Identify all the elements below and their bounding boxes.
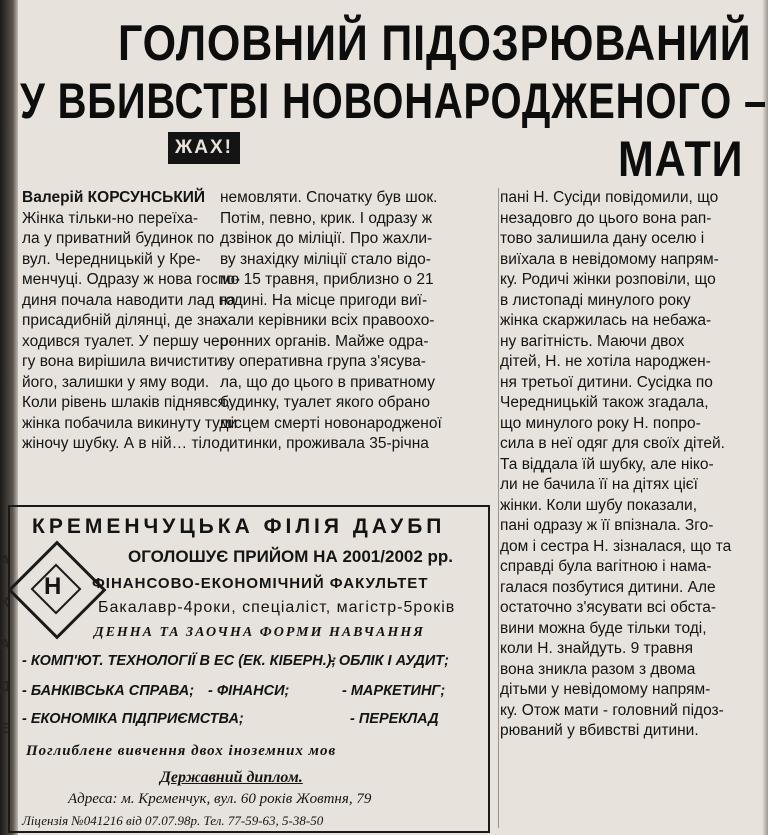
- article-line: Та віддала їй шубку, але ніко-: [500, 455, 714, 473]
- article-line: сила в неї одяг для своїх дітей.: [500, 435, 725, 452]
- ad-specialty: - ЕКОНОМІКА ПІДПРИЄМСТВА;: [22, 711, 244, 727]
- article-column-3: [500, 188, 756, 742]
- side-letter: Е: [0, 720, 10, 737]
- ad-study-forms: ДЕННА ТА ЗАОЧНА ФОРМИ НАВЧАННЯ: [94, 625, 425, 640]
- ad-diploma: Державний диплом.: [160, 769, 303, 786]
- article-line: жінка скаржилась на небажа-: [500, 312, 712, 329]
- article-line: будинку, туалет якого обрано: [220, 394, 430, 411]
- article-line: ла, що до цього в приватному: [220, 373, 435, 391]
- ad-license-phone: Ліцензія №041216 від 07.07.98р. Тел. 77-59-63, 5-38-50: [22, 813, 324, 828]
- ad-address: Адреса: м. Кременчук, вул. 60 років Жовтня, 79: [68, 791, 372, 807]
- article-line: пані Н. Сусіди повідомили, що: [500, 189, 719, 206]
- column-1-text: [22, 209, 241, 455]
- article-line: мо 15 травня, приблизно о 21: [220, 271, 434, 288]
- article-line: дом і сестра Н. зізналася, що та: [500, 537, 732, 555]
- rubric-badge: ЖАХ!: [168, 132, 240, 164]
- article-line: ку. Родичі жінки розповіли, що: [500, 271, 716, 288]
- article-author: Валерій КОРСУНСЬКИЙ: [22, 189, 206, 206]
- article-line: годині. На місце пригоди виї-: [220, 291, 428, 309]
- side-letter: А: [0, 636, 11, 653]
- article-line: дзвінок до міліції. Про жахли-: [220, 230, 433, 247]
- article-line: незадовго до цього вона рап-: [500, 209, 712, 227]
- article-line: що минулого року Н. попро-: [500, 414, 701, 432]
- article-line: рюваний у вбивстві дитини.: [500, 722, 699, 739]
- article-line: його, залишки у яму води.: [22, 373, 210, 391]
- article-line: ла у приватний будинок по: [22, 230, 215, 247]
- headline-line-2: У ВБИВСТВІ НОВОНАРОДЖЕНОГО –: [20, 73, 768, 129]
- article-line: виїхала в невідомому напрям-: [500, 250, 719, 268]
- article-line: вона зникла разом з двома: [500, 660, 696, 678]
- article-column-1: [22, 188, 241, 455]
- article-line: місцем смерті новонародженої: [220, 414, 442, 432]
- article-line: ня третьої дитини. Сусідка по: [500, 373, 713, 391]
- article-line: галася позбутися дитини. Але: [500, 578, 716, 596]
- article-line: в листопаді минулого року: [500, 291, 691, 309]
- article-line: хали керівники всіх правоохо-: [220, 312, 435, 329]
- article-line: ли не бачила її на дітях цієї: [500, 476, 698, 493]
- article-line: вул. Чередницькій у Кре-: [22, 250, 201, 268]
- article-line: остаточно з'ясувати всі обста-: [500, 599, 717, 616]
- article-line: дитинки, проживала 35-річна: [220, 435, 429, 452]
- article-line: вини можна буде тільки тоді,: [500, 619, 707, 637]
- article-line: ну вагітність. Маючи двох: [500, 332, 685, 350]
- column-rule: [498, 188, 499, 828]
- article-line: присадибній ділянці, де зна-: [22, 312, 227, 329]
- article-line: ходився туалет. У першу чер-: [22, 332, 234, 350]
- article-line: справді була вагітною і нама-: [500, 558, 712, 575]
- article-line: Потім, певно, крик. І одразу ж: [220, 209, 433, 227]
- article-line: ву знахідку міліції стало відо-: [220, 250, 431, 268]
- article-line: тово залишила дану оселю і: [500, 230, 705, 247]
- article-line: пані одразу ж її впізнала. Зго-: [500, 517, 714, 534]
- article-line: жінка побачила викинуту туди: [22, 414, 238, 432]
- ad-faculty: ФІНАНСОВО-ЕКОНОМІЧНИЙ ФАКУЛЬТЕТ: [92, 575, 429, 592]
- side-letter: К: [0, 594, 10, 611]
- ad-specialty: - ПЕРЕКЛАД: [350, 711, 439, 727]
- article-line: Коли рівень шлаків піднявся,: [22, 394, 231, 411]
- ad-languages: Поглиблене вивчення двох іноземних мов: [26, 743, 337, 759]
- headline-line-3: МАТИ: [618, 131, 744, 187]
- article-line: гу вона вирішила вичистити: [22, 353, 223, 370]
- article-line: зу оперативна група з'ясува-: [220, 353, 426, 370]
- ad-title: КРЕМЕНЧУЦЬКА ФІЛІЯ ДАУБП: [32, 515, 446, 538]
- logo-monogram: Н: [44, 573, 62, 600]
- article-line: дітьми у невідомому напрям-: [500, 681, 711, 698]
- article-column-2: [220, 188, 488, 455]
- article-line: диня почала наводити лад на: [22, 291, 236, 309]
- article-line: жінки. Коли шубу показали,: [500, 496, 698, 514]
- ad-specialty: - ФІНАНСИ;: [208, 683, 290, 699]
- side-letter: А: [0, 552, 11, 569]
- ad-specialty: - КОМП'ЮТ. ТЕХНОЛОГІЇ В ЕС (ЕК. КІБЕРН.);: [22, 653, 337, 669]
- article-line: жіночу шубку. А в ній… тіло: [22, 435, 220, 452]
- ad-degrees: Бакалавр-4роки, спеціаліст, магістр-5років: [98, 599, 456, 616]
- ad-specialty: - БАНКІВСЬКА СПРАВА;: [22, 683, 195, 699]
- article-line: дітей, Н. не хотіла народжен-: [500, 353, 711, 370]
- headline-line-1: ГОЛОВНИЙ ПІДОЗРЮВАНИЙ: [118, 15, 752, 71]
- ad-announcement: ОГОЛОШУЄ ПРИЙОМ НА 2001/2002 рр.: [128, 547, 454, 566]
- ad-specialty: - МАРКЕТИНГ;: [342, 683, 446, 699]
- article-line: менчуці. Одразу ж нова госпо-: [22, 271, 241, 288]
- column-3-text: [500, 188, 756, 742]
- article-line: ку. Отож мати - головний підоз-: [500, 701, 724, 719]
- ad-specialty: - ОБЛІК І АУДИТ;: [330, 653, 449, 669]
- article-line: Жінка тільки-но переїха-: [22, 209, 199, 227]
- article-line: немовляти. Спочатку був шок.: [220, 189, 438, 206]
- article-line: Чередницькій також згадала,: [500, 394, 709, 411]
- article-line: коли Н. знайдуть. 9 травня: [500, 640, 694, 657]
- article-line: ронних органів. Майже одра-: [220, 332, 429, 350]
- column-2-text: [220, 188, 488, 455]
- side-letter: Д: [0, 678, 11, 695]
- advertisement-box: [8, 505, 490, 833]
